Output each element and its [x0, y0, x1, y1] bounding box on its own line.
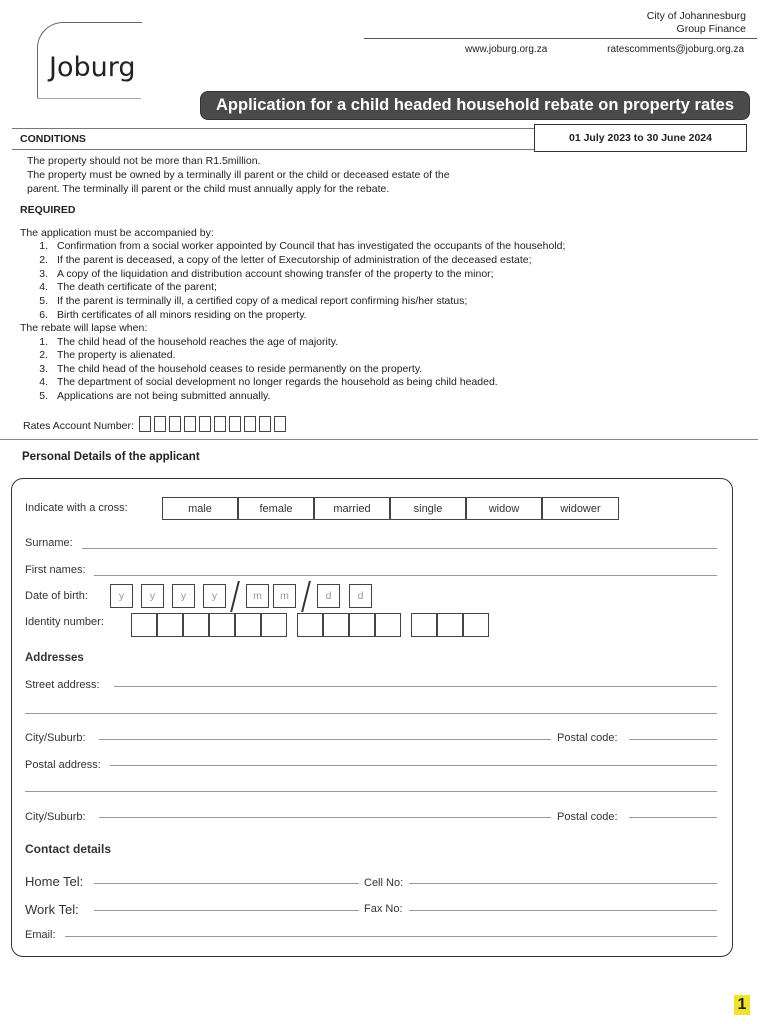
account-digit-box[interactable]	[244, 416, 256, 432]
postal-code-label: Postal code:	[557, 732, 618, 744]
id-digit-box[interactable]	[157, 613, 183, 637]
id-digit-box[interactable]	[297, 613, 323, 637]
work-tel-field[interactable]	[94, 910, 359, 911]
option-married[interactable]: married	[314, 497, 390, 520]
postal-address-label: Postal address:	[25, 759, 101, 771]
page-number: 1	[734, 995, 750, 1015]
lapse-item	[20, 363, 422, 375]
option-single[interactable]: single	[390, 497, 466, 520]
condition-line: The property must be owned by a terminally ill parent or the child or deceased estate of the	[27, 169, 450, 181]
city-suburb-field[interactable]	[99, 739, 551, 740]
email-link[interactable]: ratescomments@joburg.org.za	[607, 44, 744, 55]
cell-no-label: Cell No:	[364, 877, 404, 889]
required-item	[20, 254, 532, 266]
id-digit-box[interactable]	[411, 613, 437, 637]
lapse-intro: The rebate will lapse when:	[20, 322, 148, 334]
account-digit-box[interactable]	[169, 416, 181, 432]
item-number: 1.	[39, 240, 48, 252]
rebate-period: 01 July 2023 to 30 June 2024	[534, 124, 747, 152]
item-number: 1.	[39, 336, 48, 348]
required-item	[20, 309, 307, 321]
required-item	[20, 281, 217, 293]
option-widower[interactable]: widower	[542, 497, 619, 520]
email-label: Email:	[25, 929, 56, 941]
dob-label: Date of birth:	[25, 590, 88, 602]
item-number: 2.	[39, 254, 48, 266]
section-divider	[0, 439, 758, 440]
item-text: The property is alienated.	[57, 349, 176, 361]
account-digit-box[interactable]	[214, 416, 226, 432]
account-digit-box[interactable]	[199, 416, 211, 432]
cell-no-field[interactable]	[409, 883, 717, 884]
required-intro: The application must be accompanied by:	[20, 227, 214, 239]
item-text: A copy of the liquidation and distribution account showing transfer of the property to the minor;	[57, 268, 494, 280]
required-heading: REQUIRED	[20, 204, 76, 216]
item-text: Birth certificates of all minors residing on the property.	[57, 309, 307, 321]
first-names-label: First names:	[25, 564, 86, 576]
account-digit-box[interactable]	[259, 416, 271, 432]
account-digit-box[interactable]	[274, 416, 286, 432]
id-digit-box[interactable]	[375, 613, 401, 637]
work-tel-label: Work Tel:	[25, 902, 79, 917]
city-suburb-label: City/Suburb:	[25, 732, 86, 744]
item-number: 3.	[39, 363, 48, 375]
account-digit-box[interactable]	[184, 416, 196, 432]
id-digit-box[interactable]	[235, 613, 261, 637]
fax-no-field[interactable]	[409, 910, 717, 911]
cross-label: Indicate with a cross:	[25, 502, 128, 514]
contact-details-heading: Contact details	[25, 842, 112, 856]
rates-account-label: Rates Account Number:	[23, 420, 134, 432]
dob-year-box[interactable]: y	[172, 584, 195, 608]
item-number: 2.	[39, 349, 48, 361]
item-text: Confirmation from a social worker appointed by Council that has investigated the occupants of the household;	[57, 240, 566, 252]
city-suburb-field-2[interactable]	[99, 817, 551, 818]
rates-account-input[interactable]	[139, 416, 289, 432]
street-address-label: Street address:	[25, 679, 100, 691]
option-male[interactable]: male	[162, 497, 238, 520]
lapse-item	[20, 349, 175, 361]
item-text: If the parent is terminally ill, a certified copy of a medical report confirming his/her status;	[57, 295, 468, 307]
postal-code-field[interactable]	[629, 739, 717, 740]
item-number: 6.	[39, 309, 48, 321]
lapse-item	[20, 336, 338, 348]
org-department: Group Finance	[676, 23, 746, 35]
postal-address-field-2[interactable]	[25, 791, 717, 792]
city-suburb-label-2: City/Suburb:	[25, 811, 86, 823]
account-digit-box[interactable]	[229, 416, 241, 432]
id-digit-box[interactable]	[209, 613, 235, 637]
home-tel-label: Home Tel:	[25, 874, 84, 889]
section-rule	[12, 128, 534, 129]
item-text: The child head of the household reaches the age of majority.	[57, 336, 339, 348]
id-digit-box[interactable]	[183, 613, 209, 637]
required-item	[20, 295, 467, 307]
dob-month-box[interactable]: m	[273, 584, 296, 608]
dob-month-box[interactable]: m	[246, 584, 269, 608]
lapse-item	[20, 376, 498, 388]
id-digit-box[interactable]	[261, 613, 287, 637]
id-digit-box[interactable]	[349, 613, 375, 637]
logo-text: Joburg	[49, 52, 136, 83]
dob-year-box[interactable]: y	[203, 584, 226, 608]
postal-code-label-2: Postal code:	[557, 811, 618, 823]
surname-label: Surname:	[25, 537, 73, 549]
addresses-heading: Addresses	[25, 652, 84, 664]
first-names-field[interactable]	[94, 575, 717, 576]
joburg-logo	[49, 52, 136, 83]
header-divider	[364, 38, 757, 39]
id-digit-box[interactable]	[463, 613, 489, 637]
section-rule	[12, 149, 534, 150]
condition-line: The property should not be more than R1.5million.	[27, 155, 261, 167]
item-number: 4.	[39, 376, 48, 388]
required-item	[20, 240, 565, 252]
item-number: 5.	[39, 390, 48, 402]
org-name: City of Johannesburg	[646, 10, 746, 22]
home-tel-field[interactable]	[94, 883, 359, 884]
item-text: Applications are not being submitted annually.	[57, 390, 271, 402]
lapse-item	[20, 390, 270, 402]
item-text: The child head of the household ceases to reside permanently on the property.	[57, 363, 423, 375]
website-link[interactable]: www.joburg.org.za	[465, 44, 548, 55]
street-address-field-2[interactable]	[25, 713, 717, 714]
fax-no-label: Fax No:	[364, 903, 403, 915]
item-text: The department of social development no longer regards the household as being child headed.	[57, 376, 498, 388]
item-number: 5.	[39, 295, 48, 307]
personal-details-heading: Personal Details of the applicant	[22, 451, 200, 463]
item-number: 3.	[39, 268, 48, 280]
dob-year-box[interactable]: y	[141, 584, 164, 608]
dob-day-box[interactable]: d	[349, 584, 372, 608]
required-item	[20, 268, 494, 280]
postal-address-field[interactable]	[110, 765, 717, 766]
street-address-field[interactable]	[114, 686, 717, 687]
identity-number-label: Identity number:	[25, 616, 104, 628]
conditions-heading: CONDITIONS	[20, 133, 86, 145]
postal-code-field-2[interactable]	[629, 817, 717, 818]
email-field[interactable]	[65, 936, 717, 937]
account-digit-box[interactable]	[139, 416, 151, 432]
dob-year-box[interactable]: y	[110, 584, 133, 608]
form-title: Application for a child headed household rebate on property rates	[201, 92, 749, 119]
id-digit-box[interactable]	[131, 613, 157, 637]
condition-line: parent. The terminally ill parent or the child must annually apply for the rebate.	[27, 183, 390, 195]
item-text: The death certificate of the parent;	[57, 281, 217, 293]
dob-day-box[interactable]: d	[317, 584, 340, 608]
option-female[interactable]: female	[238, 497, 314, 520]
surname-field[interactable]	[82, 548, 717, 549]
item-text: If the parent is deceased, a copy of the letter of Executorship of administration of the deceased estate;	[57, 254, 532, 266]
id-digit-box[interactable]	[437, 613, 463, 637]
account-digit-box[interactable]	[154, 416, 166, 432]
option-widow[interactable]: widow	[466, 497, 542, 520]
id-digit-box[interactable]	[323, 613, 349, 637]
item-number: 4.	[39, 281, 48, 293]
